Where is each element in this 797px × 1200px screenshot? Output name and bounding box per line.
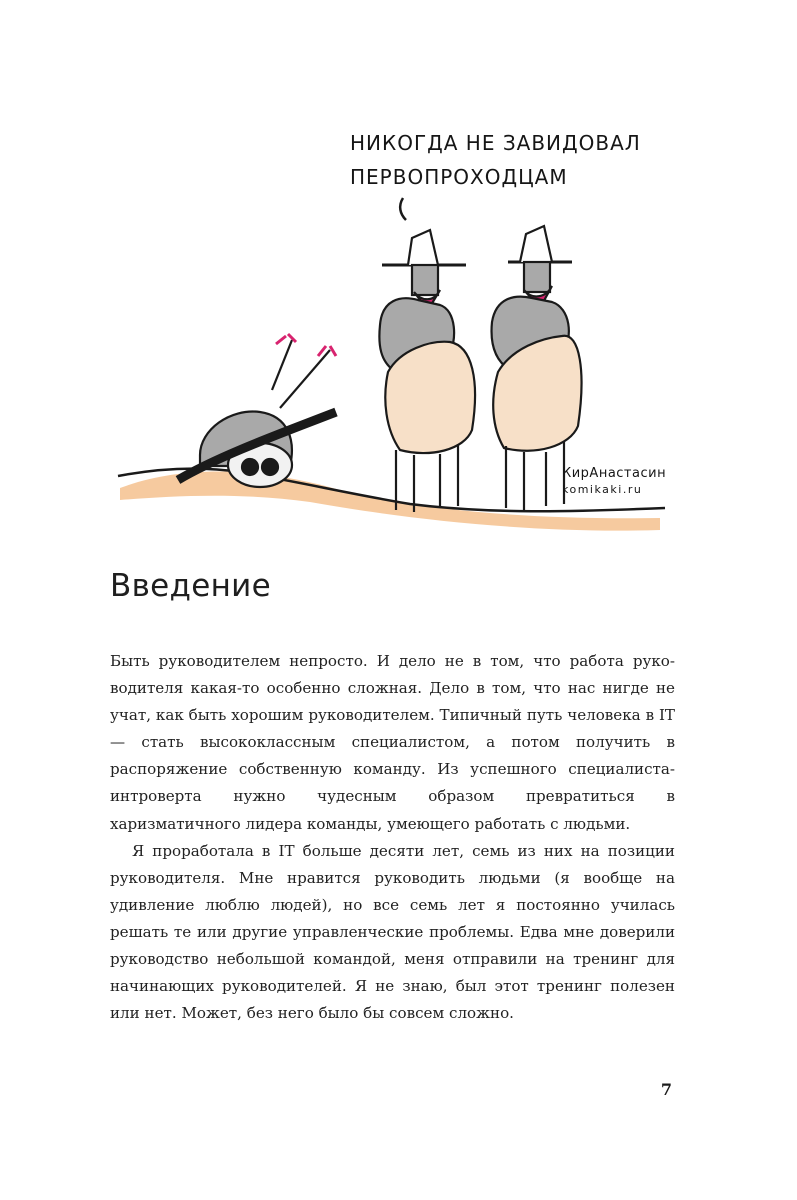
artist-signature xyxy=(562,466,682,498)
rider-left xyxy=(379,230,475,512)
page-number: 7 xyxy=(660,1080,672,1099)
section-title: Введение xyxy=(110,568,272,604)
skull-with-hat xyxy=(178,334,336,487)
signature-site: komikaki.ru xyxy=(562,483,643,496)
body-text xyxy=(110,648,675,1027)
speech-tail xyxy=(400,198,406,220)
speech-line-1: НИКОГДА НЕ ЗАВИДОВАЛ xyxy=(350,131,641,155)
paragraph-2: Я проработала в IT больше десяти лет, семь из них на позиции руководителя. Мне нравится руководить людьми (я вообще на удивление люблю людей), но все семь лет я постоянно училась решать те или другие управленческие проблемы. Едва мне доверили руководство небольшой командой, меня отправили на тренинг для начинающих руководителей. Я не знаю, был этот тренинг полезен или нет. Может, без него было бы совсем сложно. xyxy=(110,841,675,1023)
speech-line-2: ПЕРВОПРОХОДЦАМ xyxy=(350,165,568,189)
comic-illustration xyxy=(100,110,680,540)
paragraph-1: Быть руководителем непросто. И дело не в том, что работа руководителя какая-то особенно сложная. Дело в том, что нас нигде не учат, как быть хорошим руководителем. Типичный путь человека в IT — стать высококлассным специалистом, а потом получить в распоряжение собственную команду. Из успешного специалиста-интроверта нужно чудесным образом превратиться в харизматичного лидера команды, умеющего работать с людьми. xyxy=(110,652,675,833)
signature-name: КирАнастасин xyxy=(562,466,667,481)
speech-bubble-text xyxy=(350,126,670,194)
